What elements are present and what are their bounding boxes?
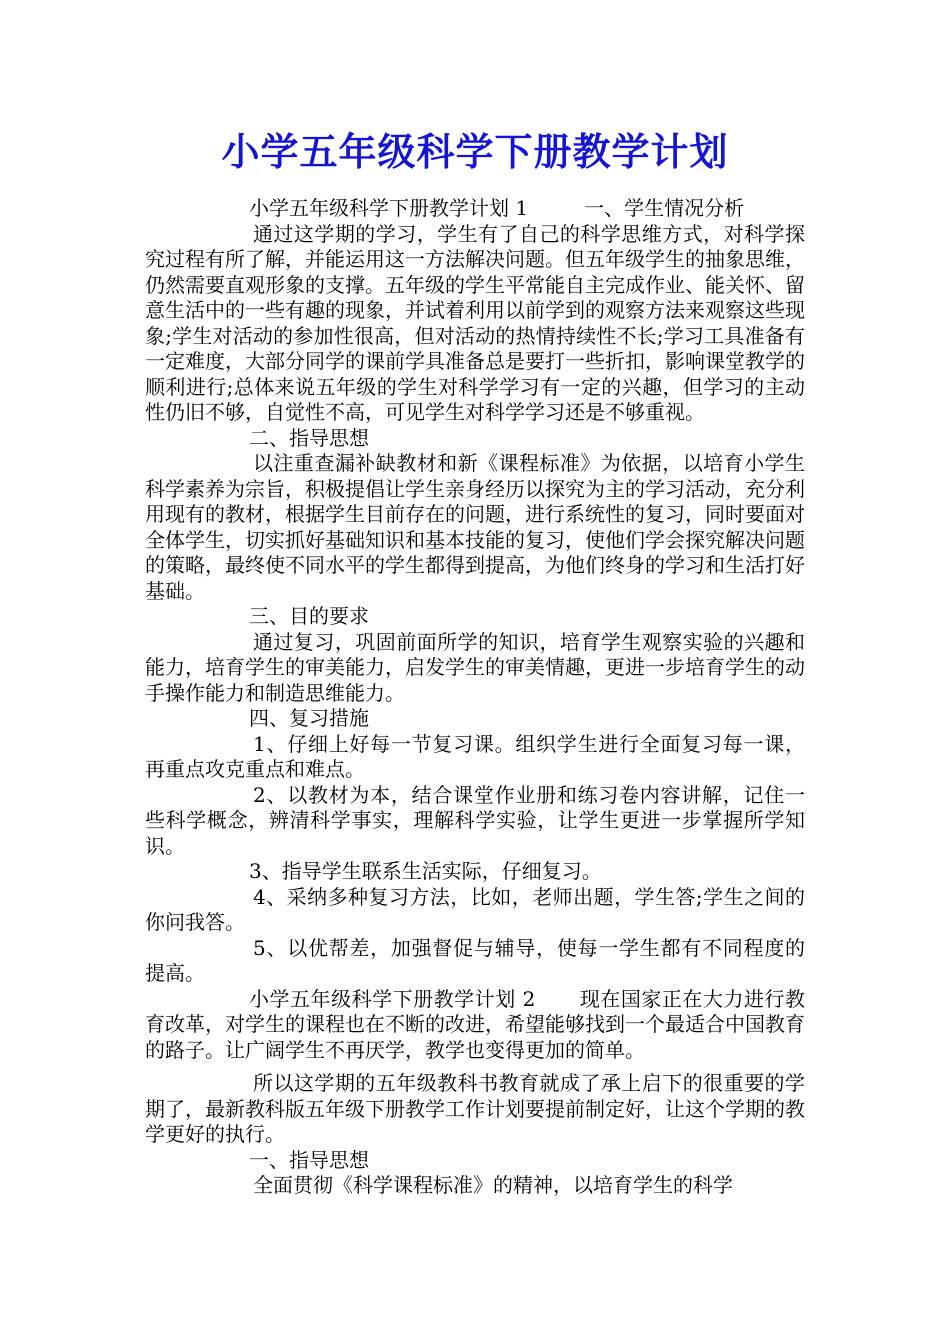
paragraph: 通过这学期的学习，学生有了自己的科学思维方式，对科学探究过程有所了解，并能运用这一方法解决问题。但五年级学生的抽象思维，仍然需要直观形象的支撑。五年级的学生平常能自主完成作业、能关怀、留意生活中的一些有趣的现象，并试着利用以前学到的观察方法来观察这些现象;学生对活动的参加性很高，但对活动的热情持续性不长;学习工具准备有一定难度，大部分同学的课前学具准备总是要打一些折扣，影响课堂教学的顺利进行;总体来说五年级的学生对科学学习有一定的兴趣，但学习的主动性仍旧不够，自觉性不高，可见学生对科学学习还是不够重视。 <box>145 221 805 424</box>
paragraph: 全面贯彻《科学课程标准》的精神，以培育学生的科学 <box>253 1173 733 1197</box>
paragraph: 所以这学期的五年级教科书教育就成了承上启下的很重要的学期了，最新教科版五年级下册教学工作计划要提前制定好，让这个学期的教学更好的执行。 <box>145 1071 805 1146</box>
section-title: 四、复习措施 <box>249 706 369 730</box>
plan2-heading: 小学五年级科学下册教学计划 2 <box>249 986 536 1011</box>
list-item: 5、以优帮差，加强督促与辅导，使每一学生都有不同程度的提高。 <box>145 935 805 985</box>
section-title: 一、指导思想 <box>249 1147 369 1172</box>
plan1-heading: 小学五年级科学下册教学计划 1 <box>249 196 529 220</box>
paragraph: 通过复习，巩固前面所学的知识，培育学生观察实验的兴趣和能力，培育学生的审美能力，启发学生的审美情趣，更进一步培育学生的动手操作能力和制造思维能力。 <box>145 629 805 705</box>
section-title: 一、学生情况分析 <box>584 196 745 220</box>
section-title: 三、目的要求 <box>249 604 369 628</box>
list-item: 2、以教材为本，结合课堂作业册和练习卷内容讲解，记住一些科学概念，辨清科学事实，理解科学实验，让学生更进一步掌握所学知识。 <box>145 782 805 858</box>
list-item: 1、仔细上好每一节复习课。组织学生进行全面复习每一课，再重点攻克重点和难点。 <box>145 731 805 781</box>
document-body <box>145 196 805 1199</box>
paragraph: 现在国家正在大力进行教育改革，对学生的课程也在不断的改进，希望能够找到一个最适合中国教育的路子。让广阔学生不再厌学，教学也变得更加的简单。 <box>145 986 805 1062</box>
document-title: 小学五年级科学下册教学计划 <box>221 129 729 174</box>
plan2-heading-line <box>145 987 805 1064</box>
list-item: 3、指导学生联系生活实际，仔细复习。 <box>249 859 602 883</box>
paragraph: 以注重查漏补缺教材和新《课程标准》为依据，以培育小学生科学素养为宗旨，积极提倡让学生亲身经历以探究为主的学习活动，充分利用现有的教材，根据学生目前存在的问题，进行系统性的复习，同时要面对全体学生，切实抓好基础知识和基本技能的复习，使他们学会探究解决问题的策略，最终使不同水平的学生都得到提高，为他们终身的学习和生活打好基础。 <box>145 451 805 603</box>
section-title: 二、指导思想 <box>249 425 369 450</box>
list-item: 4、采纳多种复习方法，比如，老师出题，学生答;学生之间的你问我答。 <box>145 884 805 934</box>
plan1-heading-line <box>145 196 805 222</box>
